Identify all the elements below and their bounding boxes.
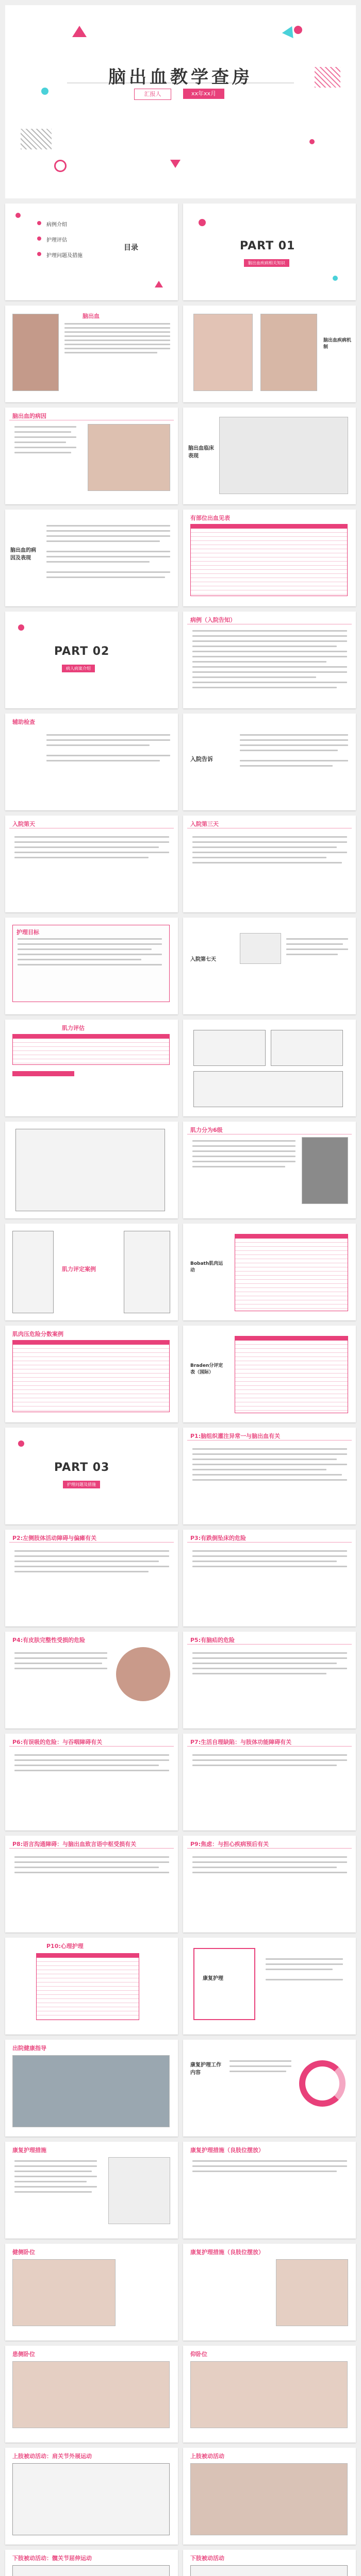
slide-title: 肌力分为6级 bbox=[190, 1127, 223, 1133]
content-slide[interactable] bbox=[5, 2550, 178, 2576]
content-slide[interactable] bbox=[5, 816, 178, 912]
content-slide[interactable] bbox=[183, 408, 356, 504]
content-slide[interactable] bbox=[5, 714, 178, 810]
patient-sketch-image bbox=[271, 1030, 343, 1066]
slide-title: 辅助检查 bbox=[12, 719, 35, 725]
ward-photo bbox=[12, 2055, 170, 2127]
patient-sketch-image bbox=[193, 1071, 343, 1107]
patient-sketch-image bbox=[193, 1030, 266, 1066]
content-slide[interactable] bbox=[183, 1224, 356, 1320]
content-slide[interactable] bbox=[5, 1224, 178, 1320]
bullet-icon bbox=[37, 252, 41, 256]
slide-title: 入院告诉 bbox=[190, 756, 213, 762]
content-slide[interactable] bbox=[5, 1938, 178, 2035]
content-slide[interactable] bbox=[183, 1938, 356, 2035]
slide-title: 脑出血的病因及表现 bbox=[10, 548, 36, 561]
slide-title: P4:有皮肤完整性受损的危险 bbox=[12, 1637, 86, 1643]
scale-table bbox=[235, 1234, 348, 1311]
content-slide[interactable] bbox=[5, 510, 178, 606]
brain-diagram-image bbox=[88, 424, 170, 491]
slide-title: 入院第三天 bbox=[190, 821, 219, 827]
position-photo bbox=[12, 2361, 170, 2428]
position-photo bbox=[276, 2259, 348, 2326]
slide-title: P7:生活自理缺陷：与肢体功能障碍有关 bbox=[190, 1739, 292, 1745]
slide-title: P9:焦虑：与担心疾病预后有关 bbox=[190, 1841, 269, 1848]
slide-title: 肌肉压危险分数案例 bbox=[12, 1331, 63, 1337]
slide-title: 肌力评估 bbox=[62, 1025, 85, 1031]
part-slide[interactable] bbox=[5, 1428, 178, 1524]
content-slide[interactable] bbox=[183, 1122, 356, 1218]
slide-title: 康复护理工作内容 bbox=[190, 2062, 221, 2076]
slide-title: 出院健康指导 bbox=[12, 2045, 46, 2052]
part-slide[interactable] bbox=[183, 204, 356, 300]
content-slide[interactable] bbox=[183, 1530, 356, 1626]
content-slide[interactable] bbox=[183, 918, 356, 1014]
bullet-icon bbox=[37, 221, 41, 225]
content-slide[interactable] bbox=[5, 2346, 178, 2443]
brain-ct-image bbox=[260, 314, 317, 391]
part-slide[interactable] bbox=[5, 612, 178, 708]
slide-title: 下肢被动活动：髋关节屈伸运动 bbox=[12, 2555, 92, 2562]
slide-title: 护理目标 bbox=[17, 929, 39, 936]
ring-icon bbox=[54, 160, 67, 172]
slide-title: 康复护理措施（良肢位摆放） bbox=[190, 2147, 264, 2154]
content-slide[interactable] bbox=[5, 2448, 178, 2545]
slide-title: P1:脑组织灌注异常一与脑出血有关 bbox=[190, 1433, 281, 1439]
part-subtitle: 护理问题及措施 bbox=[63, 1481, 100, 1488]
presenter-tag: 汇报人 bbox=[134, 89, 171, 100]
content-slide[interactable] bbox=[5, 2142, 178, 2239]
slide-title: P10:心理护理 bbox=[46, 1943, 84, 1950]
exercise-sketch bbox=[12, 2463, 170, 2535]
content-slide[interactable] bbox=[183, 2550, 356, 2576]
slide-title: 康复护理措施 bbox=[12, 2147, 46, 2154]
content-slide[interactable] bbox=[5, 918, 178, 1014]
slide-title: 健侧卧位 bbox=[12, 2249, 35, 2256]
toc-item[interactable]: 护理问题及措施 bbox=[46, 253, 83, 259]
slide-title: 脑出血的病因 bbox=[12, 413, 46, 419]
slide-title: 病例（入院告知） bbox=[190, 617, 236, 623]
slide-title: 脑出血疾病机制 bbox=[323, 338, 352, 350]
content-slide[interactable] bbox=[183, 306, 356, 402]
position-photo bbox=[190, 2361, 348, 2428]
symptom-chart-image bbox=[219, 417, 348, 494]
slide-title: Bobath肌肉运动 bbox=[190, 1261, 223, 1273]
content-slide[interactable] bbox=[183, 510, 356, 606]
toc-item[interactable]: 病例介绍 bbox=[46, 222, 67, 228]
pink-dot-icon bbox=[309, 139, 315, 144]
exercise-photo bbox=[190, 2463, 348, 2535]
brain-anatomy-image bbox=[193, 314, 253, 391]
slide-title: 患侧卧位 bbox=[12, 2351, 35, 2358]
content-slide[interactable] bbox=[183, 2448, 356, 2545]
toc-heading: 目录 bbox=[124, 244, 138, 252]
position-photo bbox=[12, 2259, 116, 2326]
content-slide[interactable] bbox=[183, 2142, 356, 2239]
slide-title: 入院第七天 bbox=[190, 957, 216, 962]
part-number: PART 03 bbox=[54, 1461, 110, 1474]
content-slide[interactable] bbox=[183, 2244, 356, 2341]
toc-item[interactable]: 护理评估 bbox=[46, 238, 67, 243]
slide-title: 下肢被动活动 bbox=[190, 2555, 224, 2562]
cyan-dot-icon bbox=[41, 88, 48, 95]
exercise-sketch bbox=[12, 2565, 170, 2576]
content-slide[interactable] bbox=[183, 1632, 356, 1728]
donut-graphic bbox=[299, 2060, 346, 2107]
slide-title: 康复护理 bbox=[203, 1976, 223, 1981]
content-slide[interactable] bbox=[5, 1020, 178, 1116]
slide-title: P3:有跌倒坠床的危险 bbox=[190, 1535, 247, 1541]
pink-dot-icon bbox=[294, 26, 302, 34]
pink-triangle-icon bbox=[170, 160, 180, 168]
content-slide[interactable] bbox=[5, 1836, 178, 1933]
slide-title: 有部位出血见表 bbox=[190, 515, 230, 521]
slide-title: Braden分评定表（国际） bbox=[190, 1363, 223, 1375]
assessment-table bbox=[12, 1034, 170, 1065]
pink-triangle-icon bbox=[72, 26, 87, 37]
date-tag: xx年xx月 bbox=[183, 89, 224, 99]
slide-title: P8:语言沟通障碍：与脑出血致言语中枢受损有关 bbox=[12, 1841, 137, 1848]
exam-photo bbox=[302, 1137, 348, 1204]
part-subtitle: 脑出血疾病相关知识 bbox=[244, 259, 289, 267]
content-slide[interactable] bbox=[183, 2346, 356, 2443]
cover-title: 脑出血教学查房 bbox=[108, 67, 253, 88]
content-slide[interactable] bbox=[183, 2040, 356, 2137]
content-slide[interactable] bbox=[183, 714, 356, 810]
slide-title: 上肢被动活动 bbox=[190, 2453, 224, 2460]
slide-title: 入院第天 bbox=[12, 821, 35, 827]
slide-title: P2:左侧肢体活动障碍与偏瘫有关 bbox=[12, 1535, 97, 1541]
slide-title: 肌力评定案例 bbox=[62, 1266, 96, 1273]
content-slide[interactable] bbox=[5, 1326, 178, 1422]
patient-sketch-image bbox=[15, 1129, 165, 1211]
content-slide[interactable] bbox=[183, 1428, 356, 1524]
content-slide[interactable] bbox=[5, 1734, 178, 1831]
content-slide[interactable] bbox=[183, 612, 356, 708]
content-slide[interactable] bbox=[5, 1632, 178, 1728]
content-slide[interactable] bbox=[5, 306, 178, 402]
psych-table bbox=[36, 1953, 139, 2020]
toc-slide[interactable] bbox=[5, 204, 178, 300]
content-slide[interactable] bbox=[5, 2040, 178, 2137]
bleeding-site-table bbox=[190, 524, 348, 596]
slide-title: P5:有脑疝的危险 bbox=[190, 1637, 235, 1643]
brain-photo bbox=[12, 314, 59, 391]
goal-text-box bbox=[12, 925, 170, 1002]
bullet-icon bbox=[37, 236, 41, 241]
content-slide[interactable] bbox=[5, 1122, 178, 1218]
cover-slide[interactable] bbox=[5, 5, 356, 198]
content-slide[interactable] bbox=[183, 1326, 356, 1422]
content-slide[interactable] bbox=[183, 816, 356, 912]
hatch-pattern-icon bbox=[21, 129, 52, 149]
content-slide[interactable] bbox=[5, 2244, 178, 2341]
slide-title: P6:有误吸的危险：与吞咽障碍有关 bbox=[12, 1739, 103, 1745]
skin-photo bbox=[116, 1647, 170, 1701]
slide-title: 脑出血临床表现 bbox=[188, 446, 214, 459]
pressure-risk-table bbox=[12, 1340, 170, 1412]
slide-title: 脑出血 bbox=[83, 313, 100, 319]
content-slide[interactable] bbox=[5, 408, 178, 504]
exercise-sketch bbox=[190, 2565, 348, 2576]
slide-title: 仰卧位 bbox=[190, 2351, 207, 2358]
braden-table bbox=[235, 1336, 348, 1413]
part-number: PART 01 bbox=[240, 240, 296, 252]
slide-title: 康复护理措施（良肢位摆放） bbox=[190, 2249, 264, 2256]
content-slide[interactable] bbox=[183, 1020, 356, 1116]
content-slide[interactable] bbox=[5, 1530, 178, 1626]
part-subtitle: 病人病案介绍 bbox=[62, 665, 95, 672]
content-slide[interactable] bbox=[183, 1734, 356, 1831]
slide-title: 上肢被动活动：肩关节外展运动 bbox=[12, 2453, 92, 2460]
part-number: PART 02 bbox=[54, 645, 110, 658]
content-slide[interactable] bbox=[183, 1836, 356, 1933]
